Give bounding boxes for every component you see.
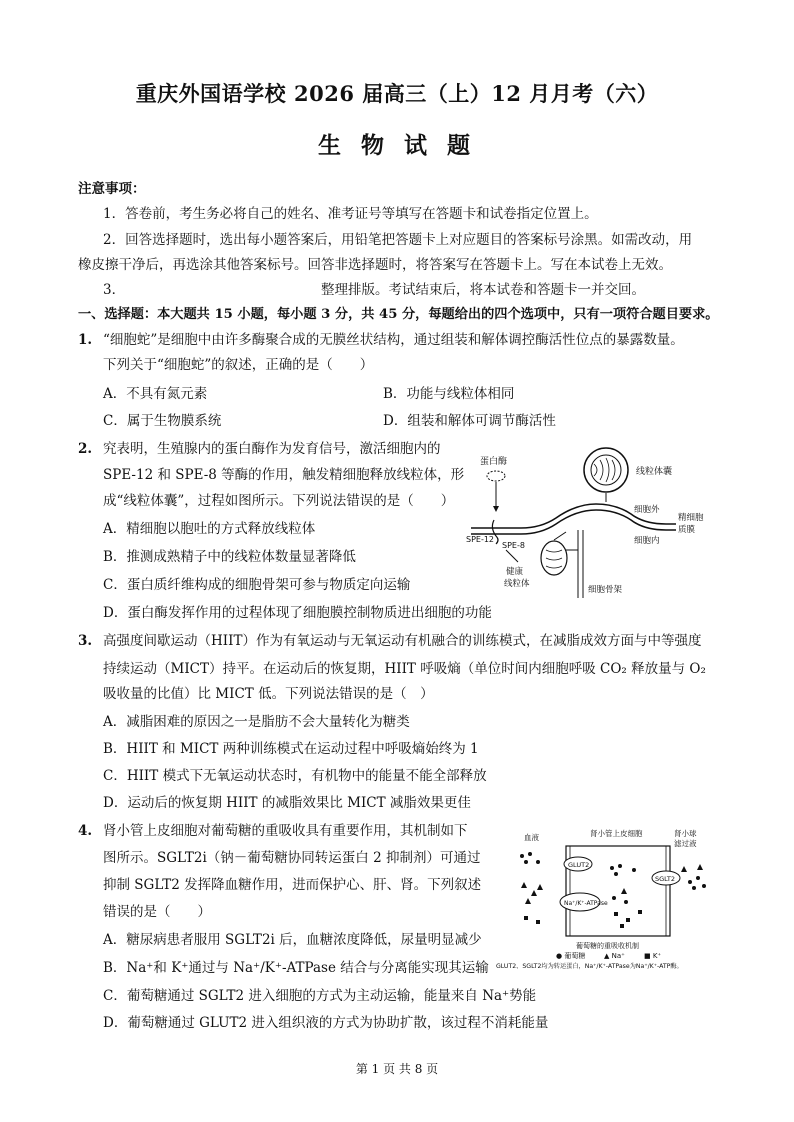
lumen-label-1: 肾小球 (674, 829, 697, 838)
question-stem-line: 抑制 SGLT2 发挥降血糖作用，进而保护心、肝、肾。下列叙述 (103, 877, 482, 893)
option-c: C．葡萄糖通过 SGLT2 进入细胞的方式为主动运输，能量来自 Na⁺势能 (103, 988, 537, 1004)
exam-title: 重庆外国语学校 2026 届高三（上）12 月月考（六） (135, 81, 659, 106)
question-stem-line: 吸收量的比值）比 MICT 低。下列说法错误的是（ ） (103, 686, 434, 702)
question-stem-line: SPE-12 和 SPE-8 等酶的作用，触发精细胞释放线粒体，形 (103, 467, 465, 483)
option-c: C．属于生物膜系统 (103, 413, 222, 429)
inside-label: 细胞内 (634, 536, 660, 546)
blood-label: 血液 (524, 833, 539, 842)
sglt2-label: SGLT2 (655, 875, 675, 883)
mitochondria-release-figure (466, 440, 706, 600)
healthy-mito-cristae (546, 550, 562, 568)
option-b: B．推测成熟精子中的线粒体数量显著降低 (103, 549, 356, 565)
question-stem-line: 高强度间歇运动（HIIT）作为有氧运动与无氧运动有机融合的训练模式，在减脂成效方面与中等强度 (103, 633, 702, 649)
option-a: A．不具有氮元素 (103, 386, 208, 402)
healthy-mito (541, 541, 567, 575)
question-stem-line: 肾小管上皮细胞对葡萄糖的重吸收具有重要作用，其机制如下 (103, 823, 468, 839)
spe8-label: SPE-8 (502, 541, 525, 550)
mito-sac-inner (591, 455, 621, 485)
question-number: 2. (78, 441, 93, 457)
option-b: B．Na⁺和 K⁺通过与 Na⁺/K⁺-ATPase 结合与分离能实现其运输 (103, 960, 489, 976)
pump-label: Na⁺/K⁺-ATPase (564, 900, 608, 907)
mitochondria-release-diagram (466, 440, 706, 600)
page-number: 第 1 页 共 8 页 (355, 1062, 439, 1076)
note-3: 整理排版。考试结束后，将本试卷和答题卡一并交回。 (321, 282, 645, 298)
question-stem-line: 错误的是（ ） (103, 904, 211, 920)
legend-potassium: ■ K⁺ (644, 952, 662, 960)
question-number: 1. (78, 332, 93, 348)
option-c: C．HIIT 模式下无氧运动状态时，有机物中的能量不能全部释放 (103, 768, 487, 784)
option-d: D．蛋白酶发挥作用的过程体现了细胞膜控制物质进出细胞的功能 (103, 605, 492, 621)
note-1: 1．答卷前，考生务必将自己的姓名、准考证号等填写在答题卡和试卷指定位置上。 (103, 206, 598, 222)
question-number: 4. (78, 823, 93, 839)
mechanism-label: 葡萄糖的重吸收机制 (576, 942, 639, 950)
outside-label: 细胞外 (634, 505, 660, 515)
question-stem-line: “细胞蛇”是细胞中由许多酶聚合成的无膜丝状结构，通过组装和解体调控酶活性位点的暴露数量。 (103, 332, 684, 348)
option-d: D．运动后的恢复期 HIIT 的减脂效果比 MICT 减脂效果更佳 (103, 795, 471, 811)
question-stem-line: 成“线粒体囊”，过程如图所示。下列说法错误的是（ ） (103, 493, 455, 509)
mito-sac-label: 线粒体囊 (636, 467, 673, 477)
note-3-number: 3． (103, 282, 126, 298)
option-b: B．HIIT 和 MICT 两种训练模式在运动过程中呼吸熵始终为 1 (103, 741, 479, 757)
option-c: C．蛋白质纤维构成的细胞骨架可参与物质定向运输 (103, 577, 411, 593)
option-d: D．葡萄糖通过 GLUT2 进入组织液的方式为协助扩散，该过程不消耗能量 (103, 1015, 549, 1031)
potassium-ions (524, 910, 642, 928)
question-stem-line: 图所示。SGLT2i（钠－葡萄糖协同转运蛋白 2 抑制剂）可通过 (103, 850, 481, 866)
healthy-label: 健康 (506, 567, 524, 577)
protease-label: 蛋白酶 (480, 457, 508, 467)
legend-sodium: ▲ Na⁺ (604, 952, 625, 960)
option-a: A．减脂困难的原因之一是脂肪不会大量转化为糖类 (103, 714, 410, 730)
glucose-reabsorption-diagram (494, 826, 738, 970)
transport-arrow (554, 532, 566, 540)
option-b: B．功能与线粒体相同 (383, 386, 515, 402)
membrane-label: 精细胞 (678, 513, 704, 523)
question-stem-line: 持续运动（MICT）持平。在运动后的恢复期，HIIT 呼吸熵（单位时间内细胞呼吸 CO₂ 释放量与 O₂ (103, 661, 706, 677)
mito-cristae (594, 458, 615, 482)
option-a: A．糖尿病患者服用 SGLT2i 后，血糖浓度降低，尿量明显减少 (103, 932, 482, 948)
spe12-label: SPE-12 (466, 535, 495, 544)
note-2-cont: 橡皮擦干净后，再选涂其他答案标号。回答非选择题时，将答案写在答题卡上。写在本试卷上无效。 (78, 257, 672, 273)
subject-title: 生 物 试 题 (317, 132, 477, 159)
cytoskeleton-label: 细胞骨架 (588, 585, 623, 595)
notes-heading: 注意事项： (78, 181, 146, 197)
option-d: D．组装和解体可调节酶活性 (383, 413, 556, 429)
membrane-label-2: 质膜 (678, 525, 696, 535)
figure-caption: GLUT2、SGLT2均为转运蛋白，Na⁺/K⁺-ATPase为Na⁺/K⁺-ATP酶。 (496, 963, 683, 970)
glut2-label: GLUT2 (568, 861, 590, 869)
legend-glucose: ● 葡萄糖 (556, 952, 586, 960)
note-2: 2．回答选择题时，选出每小题答案后，用铅笔把答题卡上对应题目的答案标号涂黑。如需改动，用 (103, 232, 693, 248)
cell-label: 肾小管上皮细胞 (590, 829, 643, 838)
question-stem-line: 究表明，生殖腺内的蛋白酶作为发育信号，激活细胞内的 (103, 441, 441, 457)
question-stem-line: 下列关于“细胞蛇”的叙述，正确的是（ ） (103, 357, 374, 373)
question-number: 3. (78, 633, 93, 649)
protease-shape (487, 471, 505, 481)
mito-label: 线粒体 (504, 579, 530, 589)
glucose-reabsorption-figure (494, 826, 738, 970)
protease-arrowhead (493, 506, 499, 512)
lumen-label-2: 滤过液 (674, 839, 697, 848)
section-heading: 一、选择题：本大题共 15 小题，每小题 3 分，共 45 分，每题给出的四个选项中，只有一项符合题目要求。 (78, 307, 719, 322)
signal-arrow (506, 550, 518, 562)
option-a: A．精细胞以胞吐的方式释放线粒体 (103, 521, 316, 537)
